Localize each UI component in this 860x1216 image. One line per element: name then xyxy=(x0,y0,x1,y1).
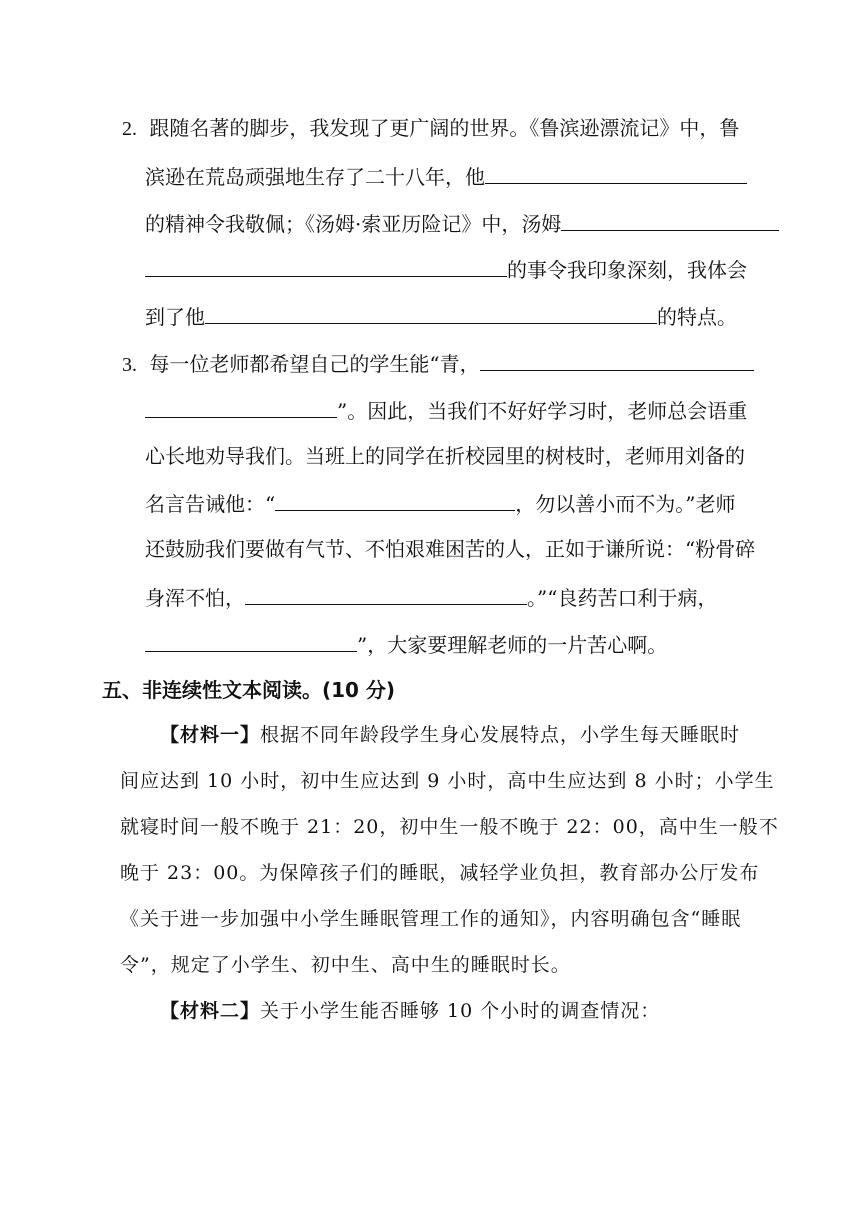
q3-line-7 xyxy=(145,633,667,655)
q3-text-4b: ，勿以善小而不为。”老师 xyxy=(515,492,736,516)
material-1-line-2 xyxy=(120,772,775,791)
q2-text-2: 滨逊在荒岛顽强地生存了二十八年，他 xyxy=(145,165,485,189)
material-1-text-3: 就寝时间一般不晚于 21：20，初中生一般不晚于 22：00，高中生一般不 xyxy=(120,816,779,838)
q3-number: 3. xyxy=(122,354,137,376)
section-5-title: 五、非连续性文本阅读。(10 分) xyxy=(102,678,396,702)
q3-blank-4[interactable] xyxy=(245,586,527,605)
q3-text-6a: 身浑不怕， xyxy=(145,586,245,610)
q2-text-5b: 的特点。 xyxy=(657,305,737,329)
material-2-label: 【材料二】 xyxy=(160,1000,261,1022)
material-1-text-2: 间应达到 10 小时，初中生应达到 9 小时，高中生应达到 8 小时；小学生 xyxy=(120,770,775,792)
material-2-line-1 xyxy=(160,1002,660,1021)
q2-line-3 xyxy=(145,212,779,234)
q2-text-5a: 到了他 xyxy=(145,305,205,329)
q2-blank-3[interactable] xyxy=(145,258,507,277)
q2-number: 2. xyxy=(122,118,137,140)
q3-text-5: 还鼓励我们要做有气节、不怕艰难困苦的人，正如于谦所说：“粉骨碎 xyxy=(145,537,756,561)
q3-text-4a: 名言告诫他：“ xyxy=(145,492,276,516)
material-1-text-4: 晚于 23：00。为保障孩子们的睡眠，减轻学业负担，教育部办公厅发布 xyxy=(120,862,760,884)
q3-line-6 xyxy=(145,586,717,608)
material-1-line-1 xyxy=(160,726,740,745)
q3-text-7: ”，大家要理解老师的一片苦心啊。 xyxy=(357,633,668,657)
material-1-line-6 xyxy=(120,956,571,975)
material-1-line-3 xyxy=(120,818,779,837)
q3-text-1: 每一位老师都希望自己的学生能“青， xyxy=(149,352,480,376)
q3-text-6b: 。”“良药苦口利于病， xyxy=(527,586,718,610)
q2-blank-2[interactable] xyxy=(561,212,779,231)
material-2-text-1: 关于小学生能否睡够 10 个小时的调查情况： xyxy=(260,1000,661,1022)
material-1-line-4 xyxy=(120,864,759,883)
q3-line-3 xyxy=(145,446,745,466)
q3-blank-3[interactable] xyxy=(275,492,515,511)
q3-line-4 xyxy=(145,492,735,514)
q3-line-1 xyxy=(122,352,754,375)
q2-blank-4[interactable] xyxy=(205,305,657,324)
q2-line-4 xyxy=(145,258,747,280)
material-1-text-1: 根据不同年龄段学生身心发展特点，小学生每天睡眠时 xyxy=(260,724,741,746)
q3-blank-5[interactable] xyxy=(145,633,357,652)
q3-line-5 xyxy=(145,539,755,559)
q3-blank-1[interactable] xyxy=(480,352,754,371)
q2-line-5 xyxy=(145,305,737,327)
q3-blank-2[interactable] xyxy=(145,399,337,418)
q2-text-1: 跟随名著的脚步，我发现了更广阔的世界。《鲁滨逊漂流记》中，鲁 xyxy=(149,116,740,140)
q2-text-3: 的精神令我敬佩；《汤姆·索亚历险记》中，汤姆 xyxy=(145,212,562,236)
q2-line-1 xyxy=(122,118,739,139)
section-5-heading xyxy=(102,680,395,700)
material-1-label: 【材料一】 xyxy=(160,724,261,746)
q2-line-2 xyxy=(145,165,747,187)
material-1-line-5 xyxy=(120,910,741,929)
q2-blank-1[interactable] xyxy=(485,165,747,184)
q3-line-2 xyxy=(145,399,747,421)
q2-text-4: 的事令我印象深刻，我体会 xyxy=(507,258,747,282)
q3-text-3: 心长地劝导我们。当班上的同学在折校园里的树枝时，老师用刘备的 xyxy=(145,444,745,468)
q3-text-2: ”。因此，当我们不好好学习时，老师总会语重 xyxy=(337,399,748,423)
material-1-text-5: 《关于进一步加强中小学生睡眠管理工作的通知》，内容明确包含“睡眠 xyxy=(120,908,742,930)
material-1-text-6: 令”，规定了小学生、初中生、高中生的睡眠时长。 xyxy=(120,954,571,976)
